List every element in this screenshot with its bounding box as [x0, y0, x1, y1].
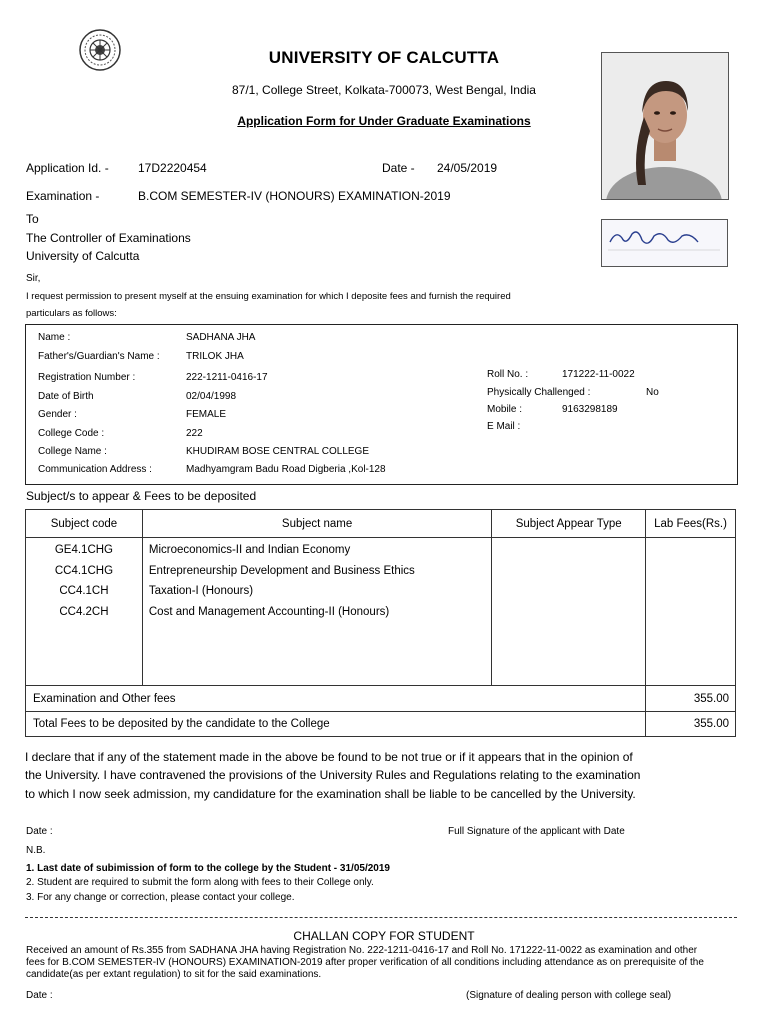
header-appear-type: Subject Appear Type	[492, 510, 646, 538]
communication-label: Communication Address :	[38, 464, 152, 475]
university-address: 87/1, College Street, Kolkata-700073, West Bengal, India	[232, 83, 536, 97]
subject-code: CC4.1CH	[59, 585, 109, 597]
challan-title: CHALLAN COPY FOR STUDENT	[293, 929, 475, 943]
subject-name: Taxation-I (Honours)	[148, 585, 254, 597]
subjects-table-header	[26, 510, 736, 538]
gender-value: FEMALE	[186, 409, 227, 420]
father-value: TRILOK JHA	[186, 351, 244, 362]
university-title: UNIVERSITY OF CALCUTTA	[268, 48, 500, 67]
letter-request-line1: I request permission to present myself at the ensuing examination for which I deposite fees and furnish the required	[26, 291, 511, 302]
exam-fees-value: 355.00	[646, 686, 736, 712]
footer-date-label: Date :	[26, 826, 53, 837]
subject-code: CC4.1CHG	[54, 564, 114, 577]
subject-lab-fees-cell	[646, 538, 736, 686]
nb-label: N.B.	[26, 845, 46, 856]
subject-names-cell	[142, 538, 491, 686]
subjects-table	[25, 509, 736, 737]
registration-label: Registration Number :	[38, 372, 136, 383]
examination-label: Examination -	[26, 189, 100, 203]
physically-challenged-value: No	[646, 387, 659, 398]
header-subject-name: Subject name	[142, 510, 491, 538]
total-fees-value: 355.00	[646, 712, 736, 737]
form-title: Application Form for Under Graduate Examinations	[237, 114, 531, 128]
registration-value: 222-1211-0416-17	[186, 372, 268, 383]
total-fees-label: Total Fees to be deposited by the candidate to the College	[26, 712, 646, 737]
application-date-value: 24/05/2019	[437, 161, 498, 175]
letter-university: University of Calcutta	[26, 249, 140, 263]
subject-name: Entrepreneurship Development and Business Ethics	[148, 564, 415, 577]
college-name-value: KHUDIRAM BOSE CENTRAL COLLEGE	[186, 446, 370, 457]
name-value: SADHANA JHA	[186, 332, 256, 343]
application-date-label: Date -	[382, 161, 415, 175]
dob-label: Date of Birth	[38, 391, 94, 402]
name-label: Name :	[38, 332, 71, 343]
college-code-label: College Code :	[38, 428, 105, 439]
dob-value: 02/04/1998	[186, 391, 237, 402]
cut-line-divider	[25, 917, 737, 918]
college-code-value: 222	[186, 428, 203, 439]
total-fees-row	[26, 712, 736, 737]
subjects-table-body	[26, 538, 736, 686]
application-id-label: Application Id. -	[26, 161, 109, 175]
college-name-label: College Name :	[38, 446, 107, 457]
declaration-line1: I declare that if any of the statement made in the above be found to be not true or if it appears that in the opinion of	[25, 750, 633, 764]
letter-request-line2: particulars as follows:	[26, 308, 117, 319]
challan-date-label: Date :	[26, 990, 53, 1001]
challan-line3: candidate(as per extant regulation) to sit for the said examinations.	[26, 969, 322, 980]
header-subject-code: Subject code	[26, 510, 143, 538]
subject-name: Microeconomics-II and Indian Economy	[148, 544, 351, 556]
declaration-line3: to which I now seek admission, my candidature for the examination shall be liable to be cancelled by the University.	[25, 787, 636, 801]
header-lab-fees: Lab Fees(Rs.)	[646, 510, 736, 538]
exam-fees-label: Examination and Other fees	[26, 686, 646, 712]
subjects-heading: Subject/s to appear & Fees to be deposited	[26, 489, 257, 503]
email-label: E Mail :	[487, 421, 521, 432]
communication-value: Madhyamgram Badu Road Digberia ,Kol-128	[186, 464, 386, 475]
letter-controller: The Controller of Examinations	[26, 231, 191, 245]
challan-seal-label: (Signature of dealing person with college seal)	[466, 990, 672, 1001]
father-label: Father's/Guardian's Name :	[38, 351, 160, 362]
full-signature-label: Full Signature of the applicant with Date	[448, 826, 625, 837]
mobile-value: 9163298189	[562, 404, 618, 415]
challan-line2: fees for B.COM SEMESTER-IV (HONOURS) EXAMINATION-2019 after proper verification of all conditions including attendance as on prerequisite of the	[26, 957, 704, 968]
subject-code: CC4.2CH	[59, 605, 109, 618]
subject-codes-cell	[26, 538, 143, 686]
letter-salutation: Sir,	[26, 273, 41, 284]
gender-label: Gender :	[38, 409, 77, 420]
declaration-line2: the University. I have contravened the provisions of the University Rules and Regulations relating to the examination	[25, 768, 641, 782]
application-id-value: 17D2220454	[138, 161, 207, 175]
candidate-details-box	[25, 324, 738, 485]
roll-label: Roll No. :	[487, 369, 529, 380]
subject-name: Cost and Management Accounting-II (Honours)	[148, 605, 390, 618]
exam-fees-row	[26, 686, 736, 712]
subject-code: GE4.1CHG	[54, 544, 114, 556]
applicant-photo	[601, 52, 729, 200]
challan-line1: Received an amount of Rs.355 from SADHANA JHA having Registration No. 222-1211-0416-17 and Roll No. 171222-11-0022 as examination and other	[26, 945, 698, 956]
letter-to: To	[26, 212, 39, 226]
applicant-signature-image	[601, 219, 728, 267]
examination-value: B.COM SEMESTER-IV (HONOURS) EXAMINATION-2019	[138, 189, 451, 203]
roll-value: 171222-11-0022	[562, 369, 635, 380]
note-1: 1. Last date of subimission of form to the college by the Student - 31/05/2019	[26, 863, 390, 874]
physically-challenged-label: Physically Challenged :	[487, 387, 591, 398]
subject-appear-type-cell	[492, 538, 646, 686]
mobile-label: Mobile :	[487, 404, 523, 415]
note-3: 3. For any change or correction, please contact your college.	[26, 892, 295, 903]
note-2: 2. Student are required to submit the form along with fees to their College only.	[26, 877, 374, 888]
